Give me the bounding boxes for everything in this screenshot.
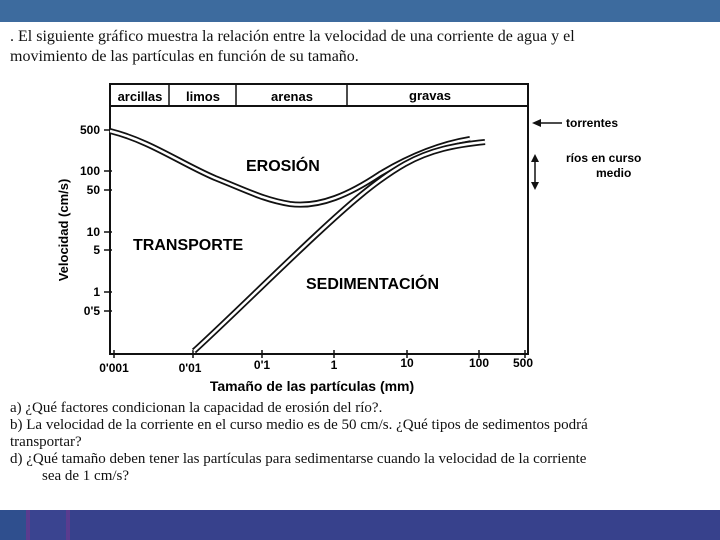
intro-text [10,27,715,67]
bottom-bar-divider [66,510,70,540]
region-transport: TRANSPORTE [133,237,244,254]
x-tick-label: 0'01 [178,361,202,375]
top-bar [0,0,720,22]
bottom-bar-segment [0,510,26,540]
question-b-line-2: transportar? [10,434,82,450]
y-tick-label: 10 [86,225,100,239]
label-rios-line-2: medio [596,166,632,180]
x-tick-label: 0'001 [99,361,129,375]
intro-line-2: movimiento de las partículas en función de su tamaño. [10,48,359,65]
y-tick-label: 50 [86,183,100,197]
region-erosion: EROSIÓN [246,158,320,175]
category-limos: limos [186,89,220,104]
y-tick-label: 100 [79,164,100,178]
x-tick-label: 1 [330,358,338,372]
x-tick-label: 10 [400,356,414,370]
torrentes-arrow [532,119,562,127]
velocity-size-chart [0,78,720,408]
x-tick-label: 100 [468,356,490,370]
bottom-bar-segment [30,510,66,540]
category-arcillas: arcillas [117,89,163,104]
x-tick-label: 500 [512,356,534,370]
y-tick-label: 500 [79,123,100,137]
region-sedimentation: SEDIMENTACIÓN [306,276,440,293]
y-axis-label: Velocidad (cm/s) [56,178,71,282]
label-rios-line-1: ríos en curso [566,151,642,165]
category-arenas: arenas [271,89,313,104]
bottom-bar [0,510,720,540]
x-axis-label: Tamaño de las partículas (mm) [209,378,415,394]
category-gravas: gravas [409,88,451,103]
intro-line-1: . El siguiente gráfico muestra la relación entre la velocidad de una corriente de agua y el [10,28,575,45]
plot-frame [110,84,528,354]
y-tick-label: 5 [93,243,100,257]
question-b-line-1: b) La velocidad de la corriente en el curso medio es de 50 cm/s. ¿Qué tipos de sedimentos podrá [10,417,588,433]
x-tick-label: 0'1 [253,358,271,372]
rios-double-arrow [531,154,539,190]
question-d-line-2: sea de 1 cm/s? [42,468,130,484]
question-d-line-1: d) ¿Qué tamaño deben tener las partículas para sedimentarse cuando la velocidad de la corriente [10,451,587,467]
questions [10,400,715,485]
question-a: a) ¿Qué factores condicionan la capacidad de erosión del río?. [10,400,383,416]
x-ticks [99,356,533,375]
y-ticks [80,123,100,318]
y-tick-label: 1 [93,285,100,299]
y-tick-label: 0'5 [83,304,100,318]
label-torrentes: torrentes [566,116,619,130]
